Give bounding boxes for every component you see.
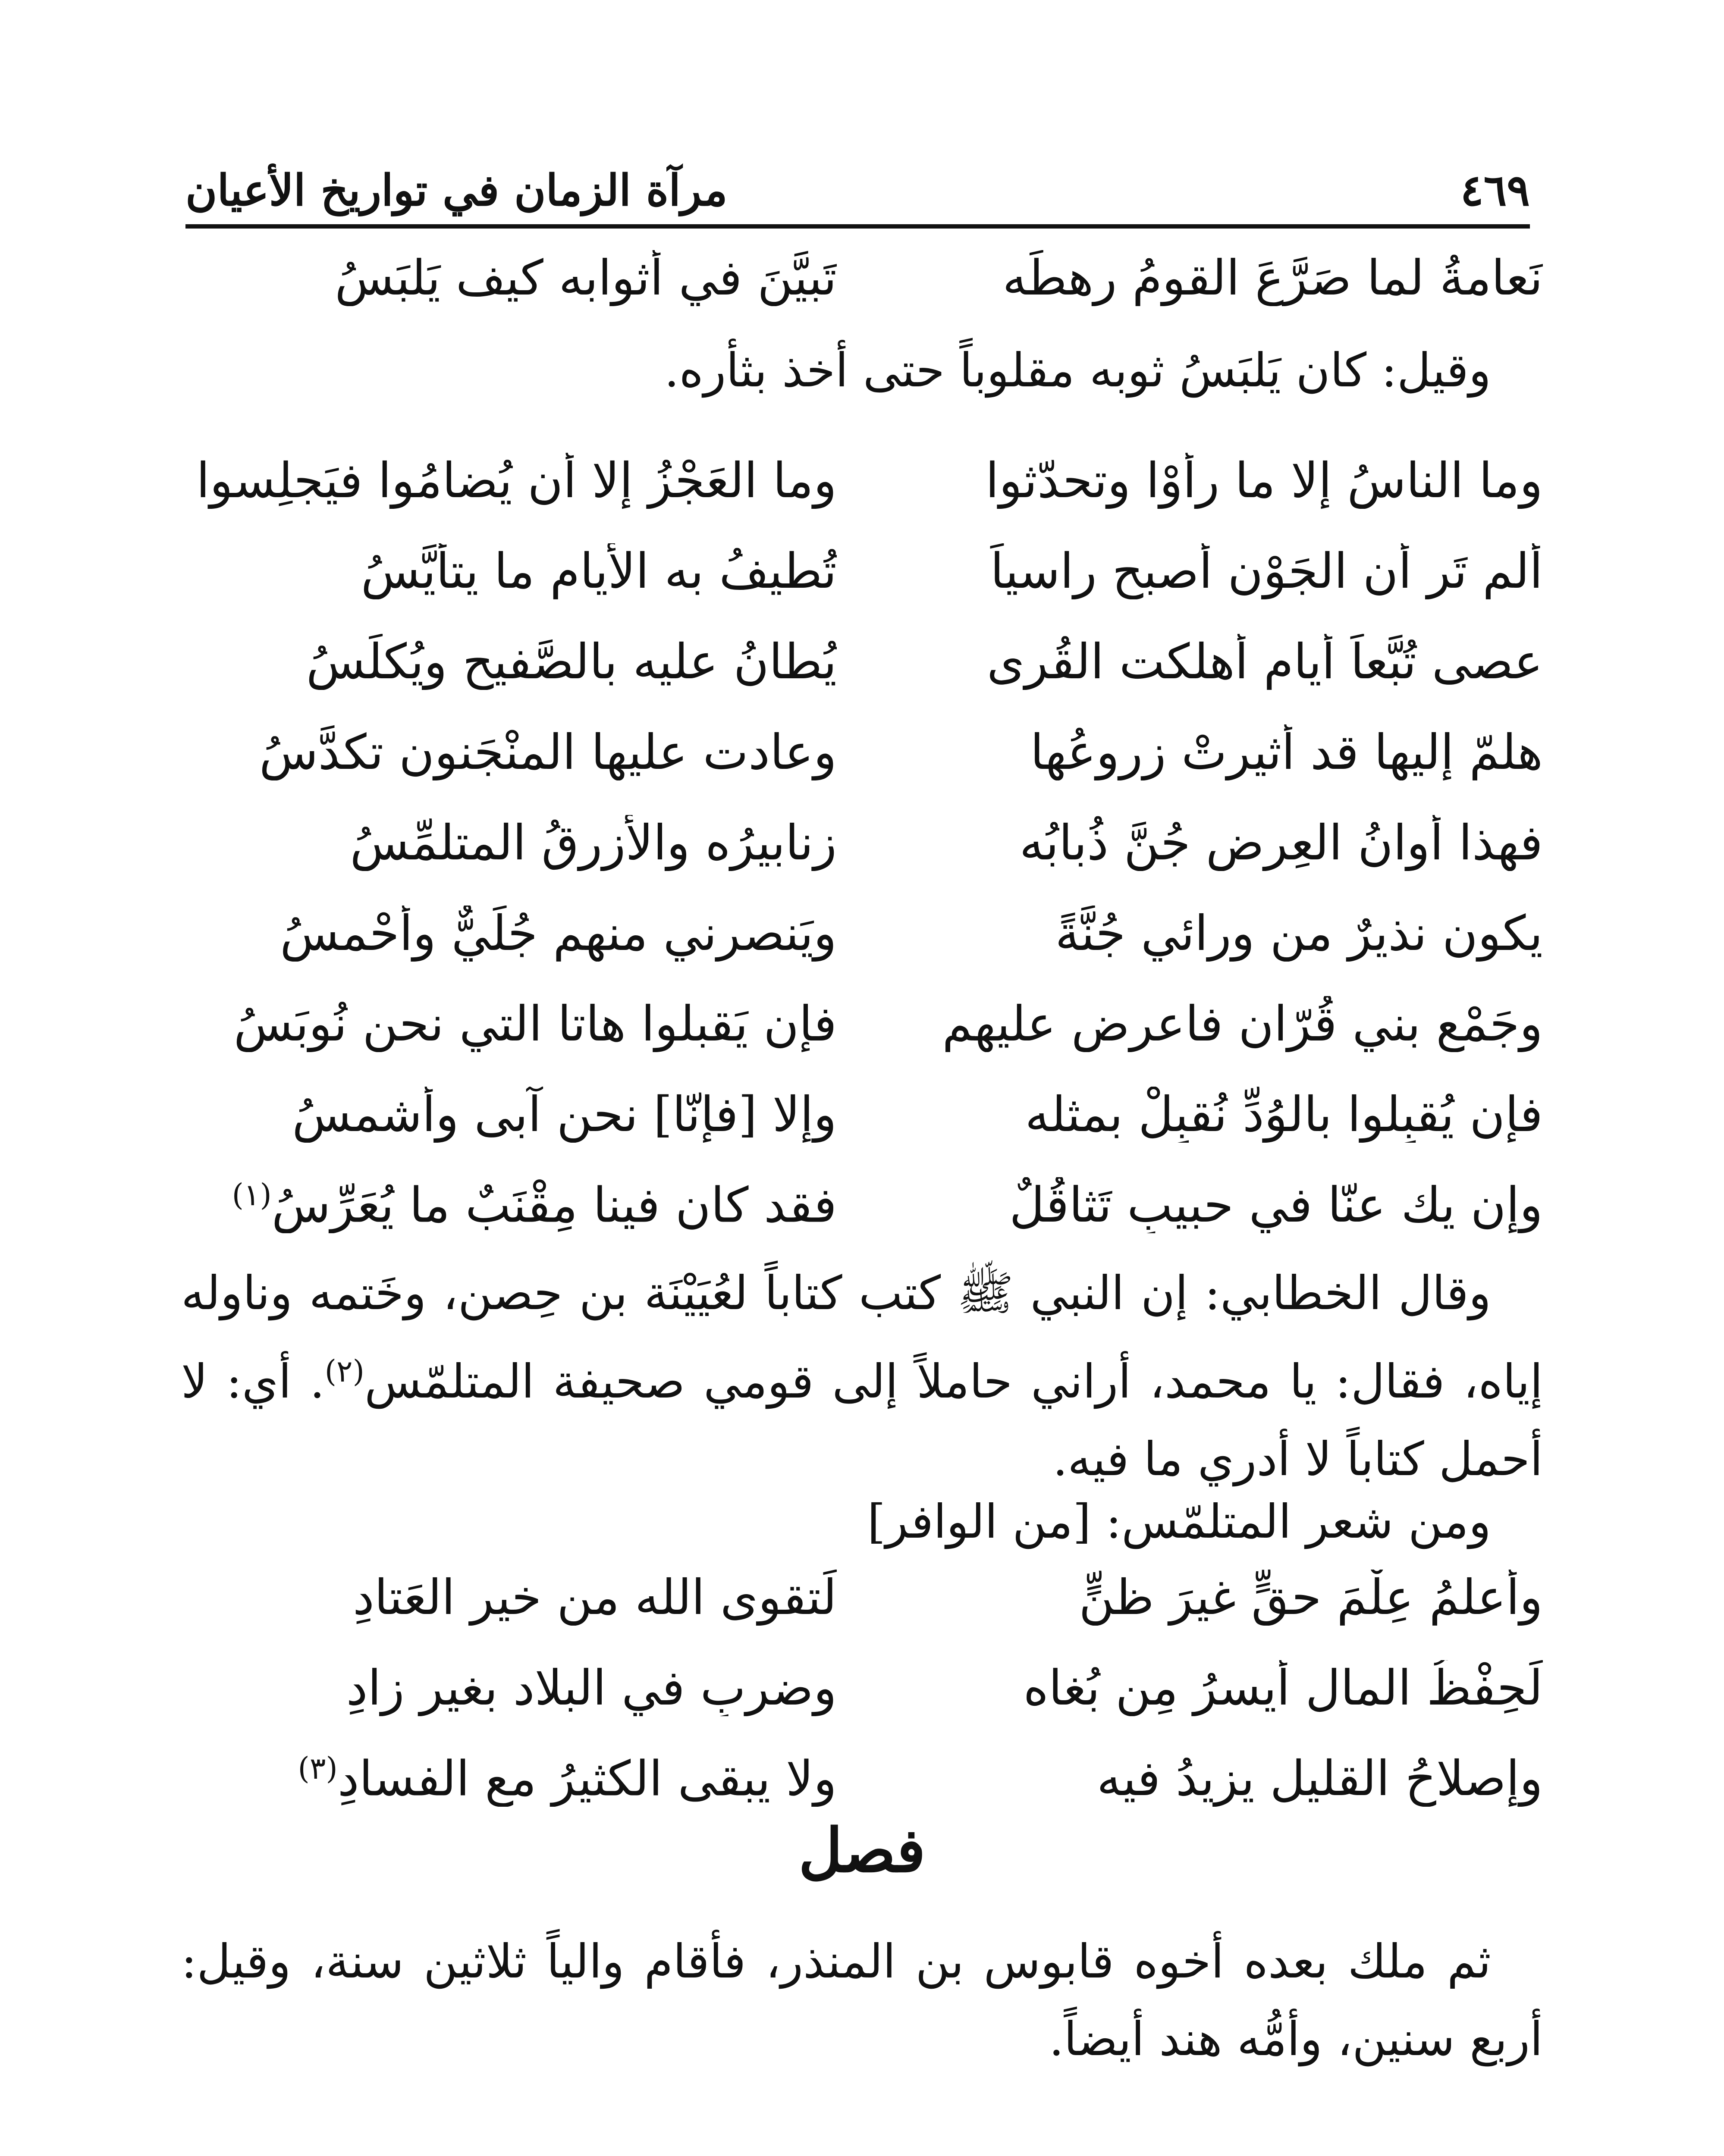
paragraph-text: ثم ملك بعده أخوه قابوس بن المنذر، فأقام والياً ثلاثين سنة، وقيل: أربع سنين، وأمُّه هند أيضاً. [181, 1935, 1543, 2066]
verse-second-hemistich: وعادت عليها المنْجَنون تكدَّسُ [259, 724, 837, 780]
poem-2-intro [181, 1483, 1543, 1561]
opening-verse [181, 233, 1543, 323]
verse-second-hemistich: وما العَجْزُ إلا أن يُضامُوا فيَجلِسوا [196, 453, 837, 509]
verse-second-hemistich: وإلا [فإنّا] نحن آبى وأشمسُ [292, 1087, 837, 1143]
verse-first-hemistich: وما الناسُ إلا ما رأَوْا وتحدّثوا [985, 453, 1543, 509]
verse-line [181, 436, 1543, 526]
verse-line [181, 979, 1543, 1069]
verse-line [181, 233, 1543, 323]
verse-second-hemistich: فإن يَقبلوا هاتا التي نحن نُوبَسُ [233, 996, 837, 1052]
verse-second-hemistich: لَتقوى الله من خير العَتادِ [352, 1570, 837, 1626]
verse-second-hemistich: ويَنصرني منهم جُلَيٌّ وأَحْمسُ [280, 906, 837, 962]
poem-1 [181, 436, 1543, 1250]
footnote-mark: (٣) [298, 1750, 338, 1786]
verse-first-hemistich: لَحِفْظُ المال أيسرُ مِن بُغاه [1023, 1660, 1543, 1716]
verse-line [181, 1069, 1543, 1160]
verse-line [181, 617, 1543, 707]
verse-first-hemistich: وإصلاحُ القليل يزيدُ فيه [1096, 1751, 1543, 1807]
verse-second-hemistich: يُطانُ عليه بالصَّفيح ويُكلَسُ [306, 634, 837, 690]
verse-second-hemistich: وضربٍ في البلاد بغير زادِ [346, 1660, 837, 1716]
note-paragraph [181, 332, 1543, 410]
footnote-mark: (٢) [324, 1354, 364, 1389]
verse-first-hemistich: ألم تَر أن الجَوْن أصبح راسياً [990, 543, 1543, 599]
verse-first-hemistich: نَعامةُ لما صَرَّعَ القومُ رهطَه [1002, 250, 1543, 306]
page-number: ٤٦٩ [1460, 165, 1530, 216]
verse-line [181, 526, 1543, 617]
intro-text: ومن شعر المتلمّس: [من الوافر] [867, 1495, 1491, 1549]
verse-first-hemistich: يكون نذيرٌ من ورائي جُنَّةً [1055, 906, 1543, 962]
footnote-mark: (١) [232, 1177, 272, 1213]
verse-first-hemistich: وأَعلمُ عِلْمَ حقٍّ غيرَ ظنٍّ [1079, 1570, 1543, 1626]
verse-line [181, 1160, 1543, 1250]
verse-second-hemistich [181, 1177, 837, 1233]
verse-second-hemistich: تَبيَّنَ في أثوابه كيف يَلبَسُ [335, 250, 837, 306]
verse-first-hemistich: هلمّ إليها قد أُثيرتْ زروعُها [1030, 724, 1543, 780]
section-heading: فصل [798, 1815, 926, 1886]
page-header [185, 129, 1530, 229]
verse-line [181, 1643, 1543, 1733]
khattabi-paragraph [181, 1255, 1543, 1498]
verse-first-hemistich: فهذا أوانُ العِرضِ جُنَّ ذُبابُه [1019, 815, 1543, 871]
verse-line [181, 888, 1543, 979]
verse-first-hemistich: وجَمْع بني قُرّان فاعرض عليهم [942, 996, 1543, 1052]
verse-first-hemistich: فإن يُقبِلوا بالوُدِّ نُقبِلْ بمثله [1025, 1087, 1543, 1143]
verse-first-hemistich: عصى تُبَّعاً أيام أُهلكت القُرى [986, 634, 1543, 690]
paragraph-text [181, 1255, 1543, 1498]
verse-second-hemistich [181, 1751, 837, 1807]
verse-first-hemistich: وإن يك عنّا في حبيبٍ تَثاقُلٌ [1009, 1177, 1543, 1233]
final-paragraph [181, 1923, 1543, 2078]
verse-line [181, 1733, 1543, 1824]
verse-text: ولا يبقى الكثيرُ مع الفسادِ [337, 1751, 837, 1807]
paragraph-text-after: . أي: لا أحمل كتاباً لا أدري ما فيه. [181, 1355, 1543, 1486]
verse-line [181, 1552, 1543, 1643]
verse-text: فقد كان فينا مِقْنَبٌ ما يُعَرِّسُ [271, 1177, 837, 1234]
verse-second-hemistich: تُطيفُ به الأيام ما يتأيَّسُ [361, 543, 837, 599]
paragraph-text-main: وقال الخطابي: إن النبي ﷺ كتب كتاباً لعُيَيْنَة بن حِصن، وخَتمه وناوله إياه، فقال: يا محمد، أراني حاملاً إلى قومي صحيفة المتلمّس [181, 1266, 1543, 1409]
verse-line [181, 798, 1543, 888]
poem-2 [181, 1552, 1543, 1824]
verse-second-hemistich: زنابيرُه والأزرقُ المتلمِّسُ [350, 815, 837, 871]
note-text: وقيل: كان يَلبَسُ ثوبه مقلوباً حتى أخذ بثأره. [664, 344, 1491, 398]
verse-line [181, 707, 1543, 798]
book-title: مرآة الزمان في تواريخ الأعيان [185, 165, 728, 216]
